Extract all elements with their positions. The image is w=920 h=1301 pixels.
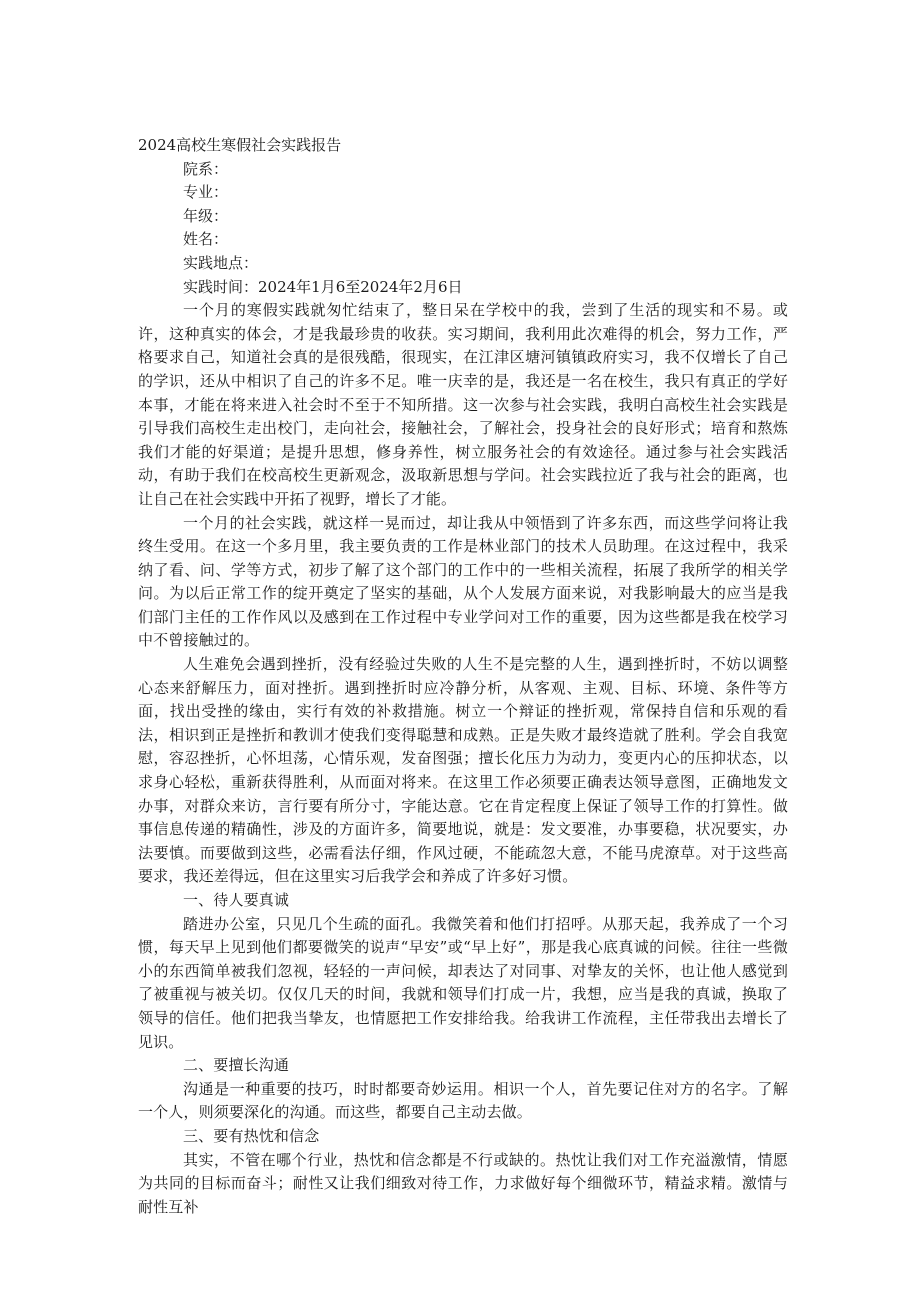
section-heading-sincerity: 一、待人要真诚	[183, 891, 290, 909]
document-title: 2024高校生寒假社会实践报告	[138, 136, 342, 154]
paragraph-setbacks: 人生难免会遇到挫折，没有经验过失败的人生不是完整的人生，遇到挫折时，不妨以调整心态来舒解压力，面对挫折。遇到挫折时应冷静分析，从客观、主观、目标、环境、条件等方面，找出受挫的缘由，实行有效的补救措施。树立一个辩证的挫折观，常保持自信和乐观的看法，相识到正是挫折和教训才使我们变得聪慧和成熟。正是失败才最终造就了胜利。学会自我宽慰，容忍挫折，心怀坦荡，心情乐观，发奋图强；擅长化压力为动力，变更内心的压抑状态，以求身心轻松，重新获得胜利，从而面对将来。在这里工作必须要正确表达领导意图，正确地发文办事，对群众来访，言行要有所分寸，字能达意。它在肯定程度上保证了领导工作的打算性。做事信息传递的精确性，涉及的方面许多，简要地说，就是：发文要准，办事要稳，状况要实，办法要慎。而要做到这些，必需看法仔细，作风过硬，不能疏忽大意，不能马虎潦草。对于这些高要求，我还差得远，但在这里实习后我学会和养成了许多好习惯。	[138, 655, 788, 886]
meta-major: 专业：	[183, 183, 229, 202]
meta-time: 实践时间：2024年1月6至2024年2月6日	[183, 277, 463, 296]
section-heading-communication: 二、要擅长沟通	[183, 1056, 290, 1075]
meta-grade: 年级：	[183, 206, 229, 225]
paragraph-experience: 一个月的社会实践，就这样一晃而过，却让我从中领悟到了许多东西，而这些学问将让我终生受用。在这一个多月里，我主要负责的工作是林业部门的技术人员助理。在这过程中，我采纳了看、问、学等方式，初步了解了这个部门的工作中的一些相关流程，拓展了我所学的相关学问。为以后正常工作的绽开奠定了坚实的基础，从个人发展方面来说，对我影响最大的应当是我们部门主任的工作作风以及感到在工作过程中专业学问对工作的重要，因为这些都是我在校学习中不曾接触过的。	[138, 513, 788, 650]
meta-department: 院系：	[183, 159, 229, 178]
meta-name: 姓名：	[183, 230, 229, 249]
paragraph-communication: 沟通是一种重要的技巧，时时都要奇妙运用。相识一个人，首先要记住对方的名字。了解一个人，则须要深化的沟通。而这些，都要自己主动去做。	[138, 1079, 788, 1122]
paragraph-passion: 其实，不管在哪个行业，热忱和信念都是不行或缺的。热忱让我们对工作充溢激情，情愿为共同的目标而奋斗；耐性又让我们细致对待工作，力求做好每个细微环节，精益求精。激情与耐性互补	[138, 1150, 788, 1216]
section-heading-passion: 三、要有热忱和信念	[183, 1126, 320, 1145]
meta-location: 实践地点：	[183, 253, 259, 272]
paragraph-sincerity: 踏进办公室，只见几个生疏的面孔。我微笑着和他们打招呼。从那天起，我养成了一个习惯，每天早上见到他们都要微笑的说声“早安”或“早上好”，那是我心底真诚的问候。往往一些微小的东西简单被我们忽视，轻轻的一声问候，却表达了对同事、对挚友的关怀，也让他人感觉到了被重视与被关切。仅仅几天的时间，我就和领导们打成一片，我想，应当是我的真诚，换取了领导的信任。他们把我当挚友，也情愿把工作安排给我。给我讲工作流程，主任带我出去增长了见识。	[138, 914, 788, 1051]
paragraph-intro: 一个月的寒假实践就匆忙结束了，整日呆在学校中的我，尝到了生活的现实和不易。或许，这种真实的体会，才是我最珍贵的收获。实习期间，我利用此次难得的机会，努力工作，严格要求自己，知道社会真的是很残酷，很现实，在江津区塘河镇镇政府实习，我不仅增长了自己的学识，还从中相识了自己的许多不足。唯一庆幸的是，我还是一名在校生，我只有真正的学好本事，才能在将来进入社会时不至于不知所措。这一次参与社会实践，我明白高校生社会实践是引导我们高校生走出校门，走向社会，接触社会，了解社会，投身社会的良好形式；培育和熬炼我们才能的好渠道；是提升思想，修身养性，树立服务社会的有效途径。通过参与社会实践活动，有助于我们在校高校生更新观念，汲取新思想与学问。社会实践拉近了我与社会的距离，也让自己在社会实践中开拓了视野，增长了才能。	[138, 301, 788, 508]
document-body	[138, 134, 788, 1219]
